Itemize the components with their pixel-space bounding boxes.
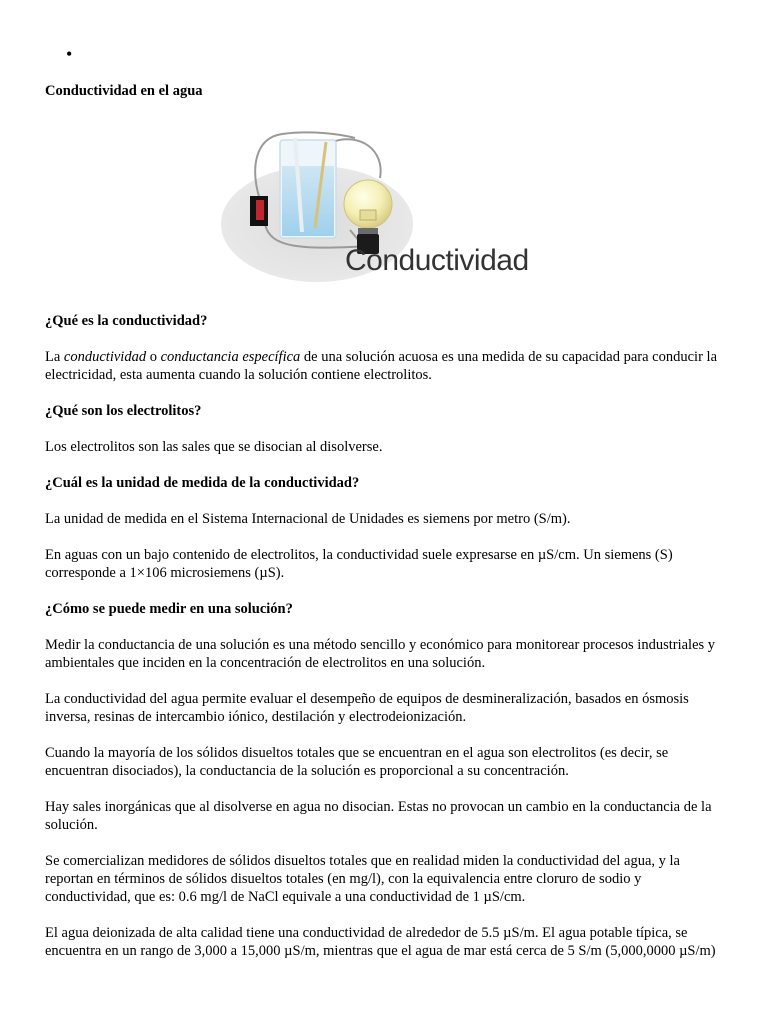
- illustration-caption: Conductividad: [345, 244, 529, 277]
- section-heading: ¿Cómo se puede medir en una solución?: [45, 601, 293, 617]
- paragraph-text: o: [146, 349, 161, 365]
- paragraph: Cuando la mayoría de los sólidos disueltos totales que se encuentran en el agua son electrolitos (es decir, se encuentran disociados), la conductancia de la solución es proporcional a su concentración.: [45, 745, 669, 779]
- document-title: Conductividad en el agua: [45, 83, 203, 99]
- paragraph: Hay sales inorgánicas que al disolverse en agua no disocian. Estas no provocan un cambio en la conductancia de la solución.: [45, 799, 712, 833]
- paragraph: En aguas con un bajo contenido de electrolitos, la conductividad suele expresarse en µS/cm. Un siemens (S) corresponde a 1×106 microsiemens (µS).: [45, 547, 673, 581]
- conductivity-illustration: [220, 128, 550, 284]
- paragraph: El agua deionizada de alta calidad tiene una conductividad de alrededor de 5.5 µS/m. El agua potable típica, se encuentra en un rango de 3,000 a 15,000 µS/m, mientras que el agua de mar está cerca de 5 S/m (5,000,0000 µS/m): [45, 925, 716, 959]
- section-heading: ¿Qué es la conductividad?: [45, 313, 208, 329]
- emphasis-text: conductancia específica: [160, 349, 301, 365]
- paragraph-text: de una solución acuosa es una medida de su capacidad para conducir la electricidad, esta aumenta cuando la solución contiene electrolitos.: [45, 349, 718, 383]
- paragraph: La conductividad del agua permite evaluar el desempeño de equipos de desmineralización, basados en ósmosis inversa, resinas de intercambio iónico, destilación y electrodeionización.: [45, 691, 689, 725]
- paragraph: Medir la conductancia de una solución es una método sencillo y económico para monitorear procesos industriales y ambientales que inciden en la concentración de electrolitos en una solución.: [45, 637, 716, 671]
- section-heading: ¿Cuál es la unidad de medida de la conductividad?: [45, 475, 360, 491]
- section-heading: ¿Qué son los electrolitos?: [45, 403, 202, 419]
- paragraph-text: La: [45, 349, 64, 365]
- list-bullet: •: [66, 44, 73, 64]
- paragraph: Los electrolitos son las sales que se disocian al disolverse.: [45, 439, 383, 455]
- paragraph: La unidad de medida en el Sistema Internacional de Unidades es siemens por metro (S/m).: [45, 511, 571, 527]
- emphasis-text: conductividad: [63, 349, 147, 365]
- paragraph: Se comercializan medidores de sólidos disueltos totales que en realidad miden la conductividad del agua, y la reportan en términos de sólidos disueltos totales (en mg/l), con la equivalencia entre cloruro de sodio y conductividad, que es: 0.6 mg/l de NaCl equivale a una conductividad de 1 µS/cm.: [45, 853, 680, 905]
- paragraph: [45, 348, 725, 384]
